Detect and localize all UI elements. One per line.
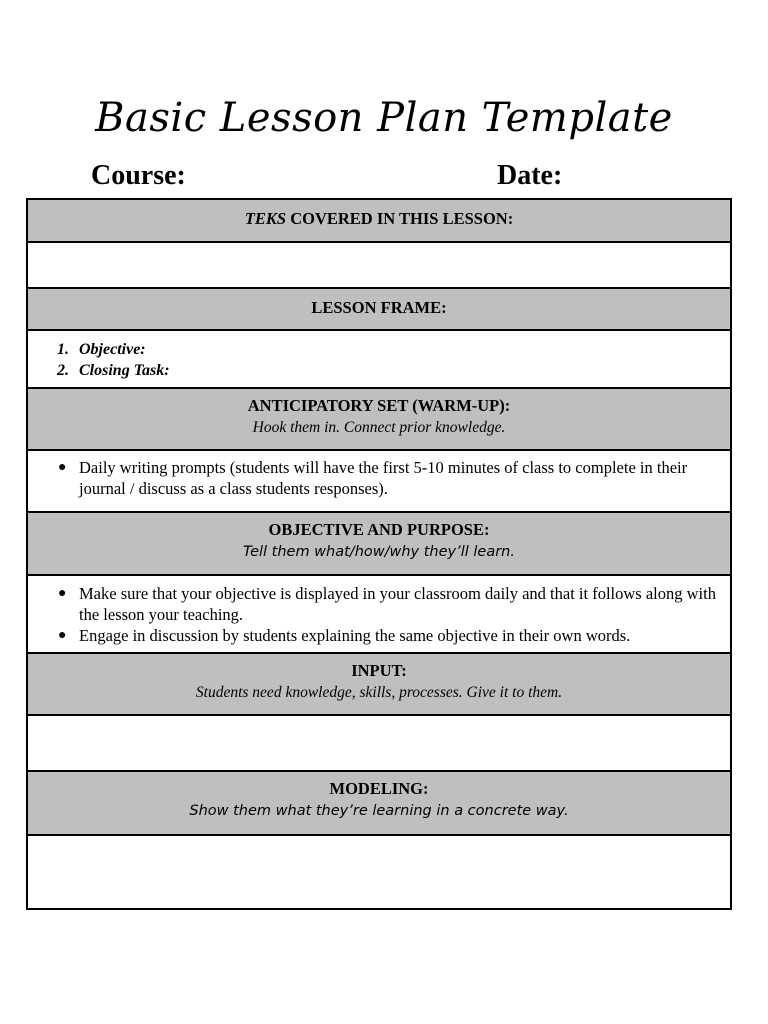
lesson-frame-content [28, 331, 730, 389]
input-title: INPUT: [351, 661, 407, 680]
bullet-icon: ● [58, 628, 67, 643]
anticipatory-set-content [28, 451, 730, 513]
input-header [28, 654, 730, 716]
closing-task-label: Closing Task: [79, 362, 170, 379]
modeling-header [28, 772, 730, 836]
lesson-frame-list [28, 339, 730, 381]
anticipatory-set-title: ANTICIPATORY SET (WARM-UP): [247, 396, 511, 415]
page-title: Basic Lesson Plan Template [95, 95, 673, 141]
list-item [28, 625, 730, 646]
list-item [28, 457, 730, 499]
lesson-plan-table [26, 198, 732, 910]
list-number: 1. [57, 341, 69, 358]
objective-purpose-content [28, 576, 730, 654]
date-label: Date: [497, 160, 563, 191]
objective-label: Objective: [79, 341, 146, 358]
bullet-icon: ● [58, 460, 67, 475]
teks-title-italic: TEKS [244, 209, 287, 228]
modeling-title: MODELING: [329, 779, 429, 798]
teks-header [28, 200, 730, 243]
lesson-frame-title: LESSON FRAME: [311, 298, 447, 317]
lesson-frame-header [28, 289, 730, 331]
anticipatory-set-header [28, 389, 730, 451]
input-content[interactable] [28, 716, 730, 772]
list-item [28, 339, 730, 360]
teks-content[interactable] [28, 243, 730, 289]
modeling-subtitle: Show them what they’re learning in a concrete way. [189, 803, 569, 819]
anticipatory-set-subtitle: Hook them in. Connect prior knowledge. [252, 419, 506, 436]
list-item [28, 360, 730, 381]
modeling-content[interactable] [28, 836, 730, 910]
list-item [28, 583, 730, 625]
bullet-text: Engage in discussion by students explaining the same objective in their own words. [79, 626, 631, 645]
course-label: Course: [91, 160, 186, 191]
input-subtitle: Students need knowledge, skills, processes. Give it to them. [195, 684, 563, 701]
objective-purpose-bullets [28, 583, 730, 646]
objective-purpose-header [28, 513, 730, 576]
teks-title-rest: COVERED IN THIS LESSON: [286, 209, 514, 228]
objective-purpose-title: OBJECTIVE AND PURPOSE: [268, 520, 490, 539]
list-number: 2. [57, 362, 69, 379]
anticipatory-set-bullets [28, 457, 730, 499]
bullet-text: Daily writing prompts (students will have the first 5-10 minutes of class to complete in their journal / discuss as a class students responses). [79, 458, 688, 498]
bullet-text: Make sure that your objective is displayed in your classroom daily and that it follows along with the lesson your teaching. [79, 584, 716, 624]
bullet-icon: ● [58, 586, 67, 601]
objective-purpose-subtitle: Tell them what/how/why they’ll learn. [243, 544, 515, 560]
